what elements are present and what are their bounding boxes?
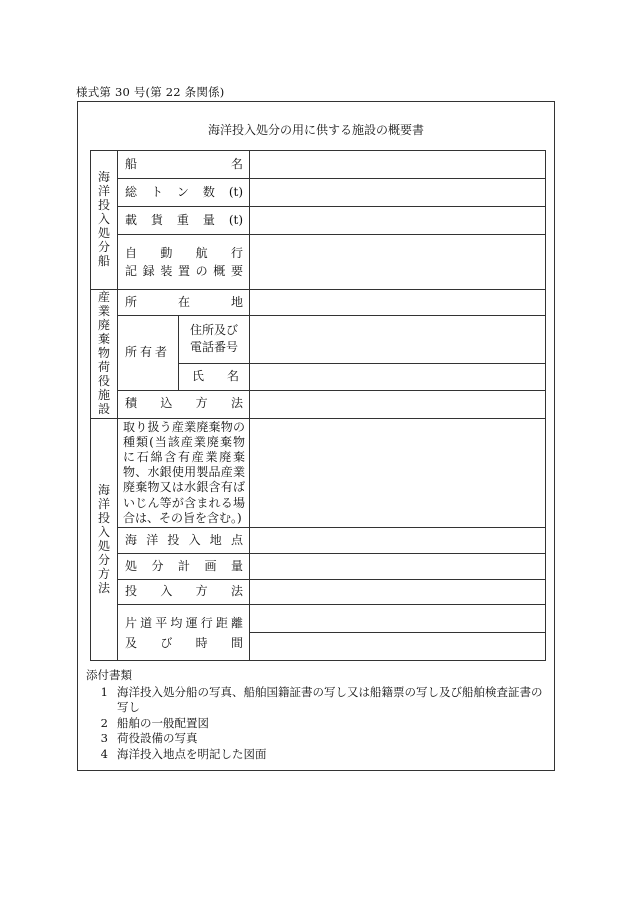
category-facility-label: 産業廃棄物荷役施設 [97, 290, 110, 416]
row-dump-point [91, 528, 546, 554]
attachment-item [86, 731, 550, 747]
field-distance[interactable] [250, 605, 546, 633]
field-vessel-name[interactable] [250, 151, 546, 179]
label-text: 船 名 [125, 156, 243, 171]
label-line-2: 記 録 装 置 の 概 要 [125, 264, 243, 278]
label-loading-method [118, 390, 250, 418]
label-vessel-name [118, 151, 250, 179]
category-method [91, 418, 118, 660]
attachment-number: 3 [100, 731, 108, 745]
label-deadweight [118, 207, 250, 235]
label-line-1: 片 道 平 均 運 行 距 離 [125, 615, 243, 630]
form-number: 様式第 30 号(第 22 条関係) [76, 85, 225, 99]
label-text: 処 分 計 画 量 [125, 558, 243, 573]
label-text: 所有者 [125, 345, 171, 359]
field-owner-name[interactable] [250, 363, 546, 390]
attachment-item [86, 716, 550, 732]
attachment-number: 4 [100, 746, 108, 761]
attachment-item [86, 685, 550, 716]
field-time[interactable] [250, 633, 546, 661]
label-distance [118, 605, 250, 661]
attachment-text: 船舶の一般配置図 [117, 715, 209, 730]
row-distance [91, 605, 546, 633]
category-vessel [91, 151, 118, 290]
row-vessel-name [91, 151, 546, 179]
label-owner-address [179, 316, 250, 364]
field-loading-method[interactable] [250, 390, 546, 418]
label-text: 住所及び電話番号 [190, 323, 239, 355]
overview-table [90, 150, 546, 661]
category-method-label: 海洋投入処分方法 [97, 482, 110, 595]
attachments [86, 668, 550, 762]
row-dump-method [91, 580, 546, 605]
label-text: 総 ト ン 数 (t) [125, 184, 243, 199]
field-auto-nav-recorder[interactable] [250, 235, 546, 290]
row-loading-method [91, 390, 546, 418]
row-facility-location [91, 290, 546, 316]
field-dump-method[interactable] [250, 580, 546, 605]
attachment-text: 海洋投入処分船の写真、船舶国籍証書の写し又は船籍票の写し及び船舶検査証書の写し [117, 684, 543, 714]
label-line-2: 及 び 時 間 [125, 635, 243, 650]
label-owner-name [179, 363, 250, 390]
row-deadweight [91, 207, 546, 235]
form-frame [77, 101, 555, 771]
field-waste-type[interactable] [250, 418, 546, 527]
attachment-item [86, 747, 550, 763]
label-disposal-plan [118, 554, 250, 580]
category-vessel-label: 海洋投入処分船 [97, 170, 110, 269]
field-facility-location[interactable] [250, 290, 546, 316]
attachments-heading: 添付書類 [86, 668, 132, 682]
label-text: 積 込 方 法 [125, 396, 243, 411]
label-text: 海 洋 投 入 地 点 [125, 532, 243, 547]
label-facility-location [118, 290, 250, 316]
label-text: 所 在 地 [125, 294, 243, 309]
attachment-number: 1 [100, 684, 108, 699]
label-gross-tonnage [118, 179, 250, 207]
field-gross-tonnage[interactable] [250, 179, 546, 207]
label-line-1: 自 動 航 行 [125, 246, 243, 260]
attachment-text: 海洋投入地点を明記した図面 [117, 746, 267, 761]
row-waste-type [91, 418, 546, 527]
label-text: 投 入 方 法 [125, 584, 243, 599]
row-gross-tonnage [91, 179, 546, 207]
label-owner [118, 316, 179, 391]
category-facility [91, 290, 118, 419]
label-text: 載 貨 重 量 (t) [125, 212, 243, 227]
field-disposal-plan[interactable] [250, 554, 546, 580]
attachment-number: 2 [100, 715, 108, 730]
row-disposal-plan [91, 554, 546, 580]
attachment-text: 荷役設備の写真 [117, 731, 198, 745]
label-dump-point [118, 528, 250, 554]
field-owner-address[interactable] [250, 316, 546, 364]
row-owner-address [91, 316, 546, 364]
label-text: 氏 名 [192, 368, 239, 383]
label-waste-type [118, 418, 250, 527]
row-auto-nav-recorder [91, 235, 546, 290]
form-title: 海洋投入処分の用に供する施設の概要書 [207, 123, 424, 137]
field-dump-point[interactable] [250, 528, 546, 554]
field-deadweight[interactable] [250, 207, 546, 235]
label-text: 取り扱う産業廃棄物の種類(当該産業廃棄物に石綿含有産業廃棄物、水銀使用製品産業廃棄物又は水銀含有ばいじん等が含まれる場合は、その旨を含む。) [123, 419, 245, 525]
label-auto-nav-recorder [118, 235, 250, 290]
label-dump-method [118, 580, 250, 605]
